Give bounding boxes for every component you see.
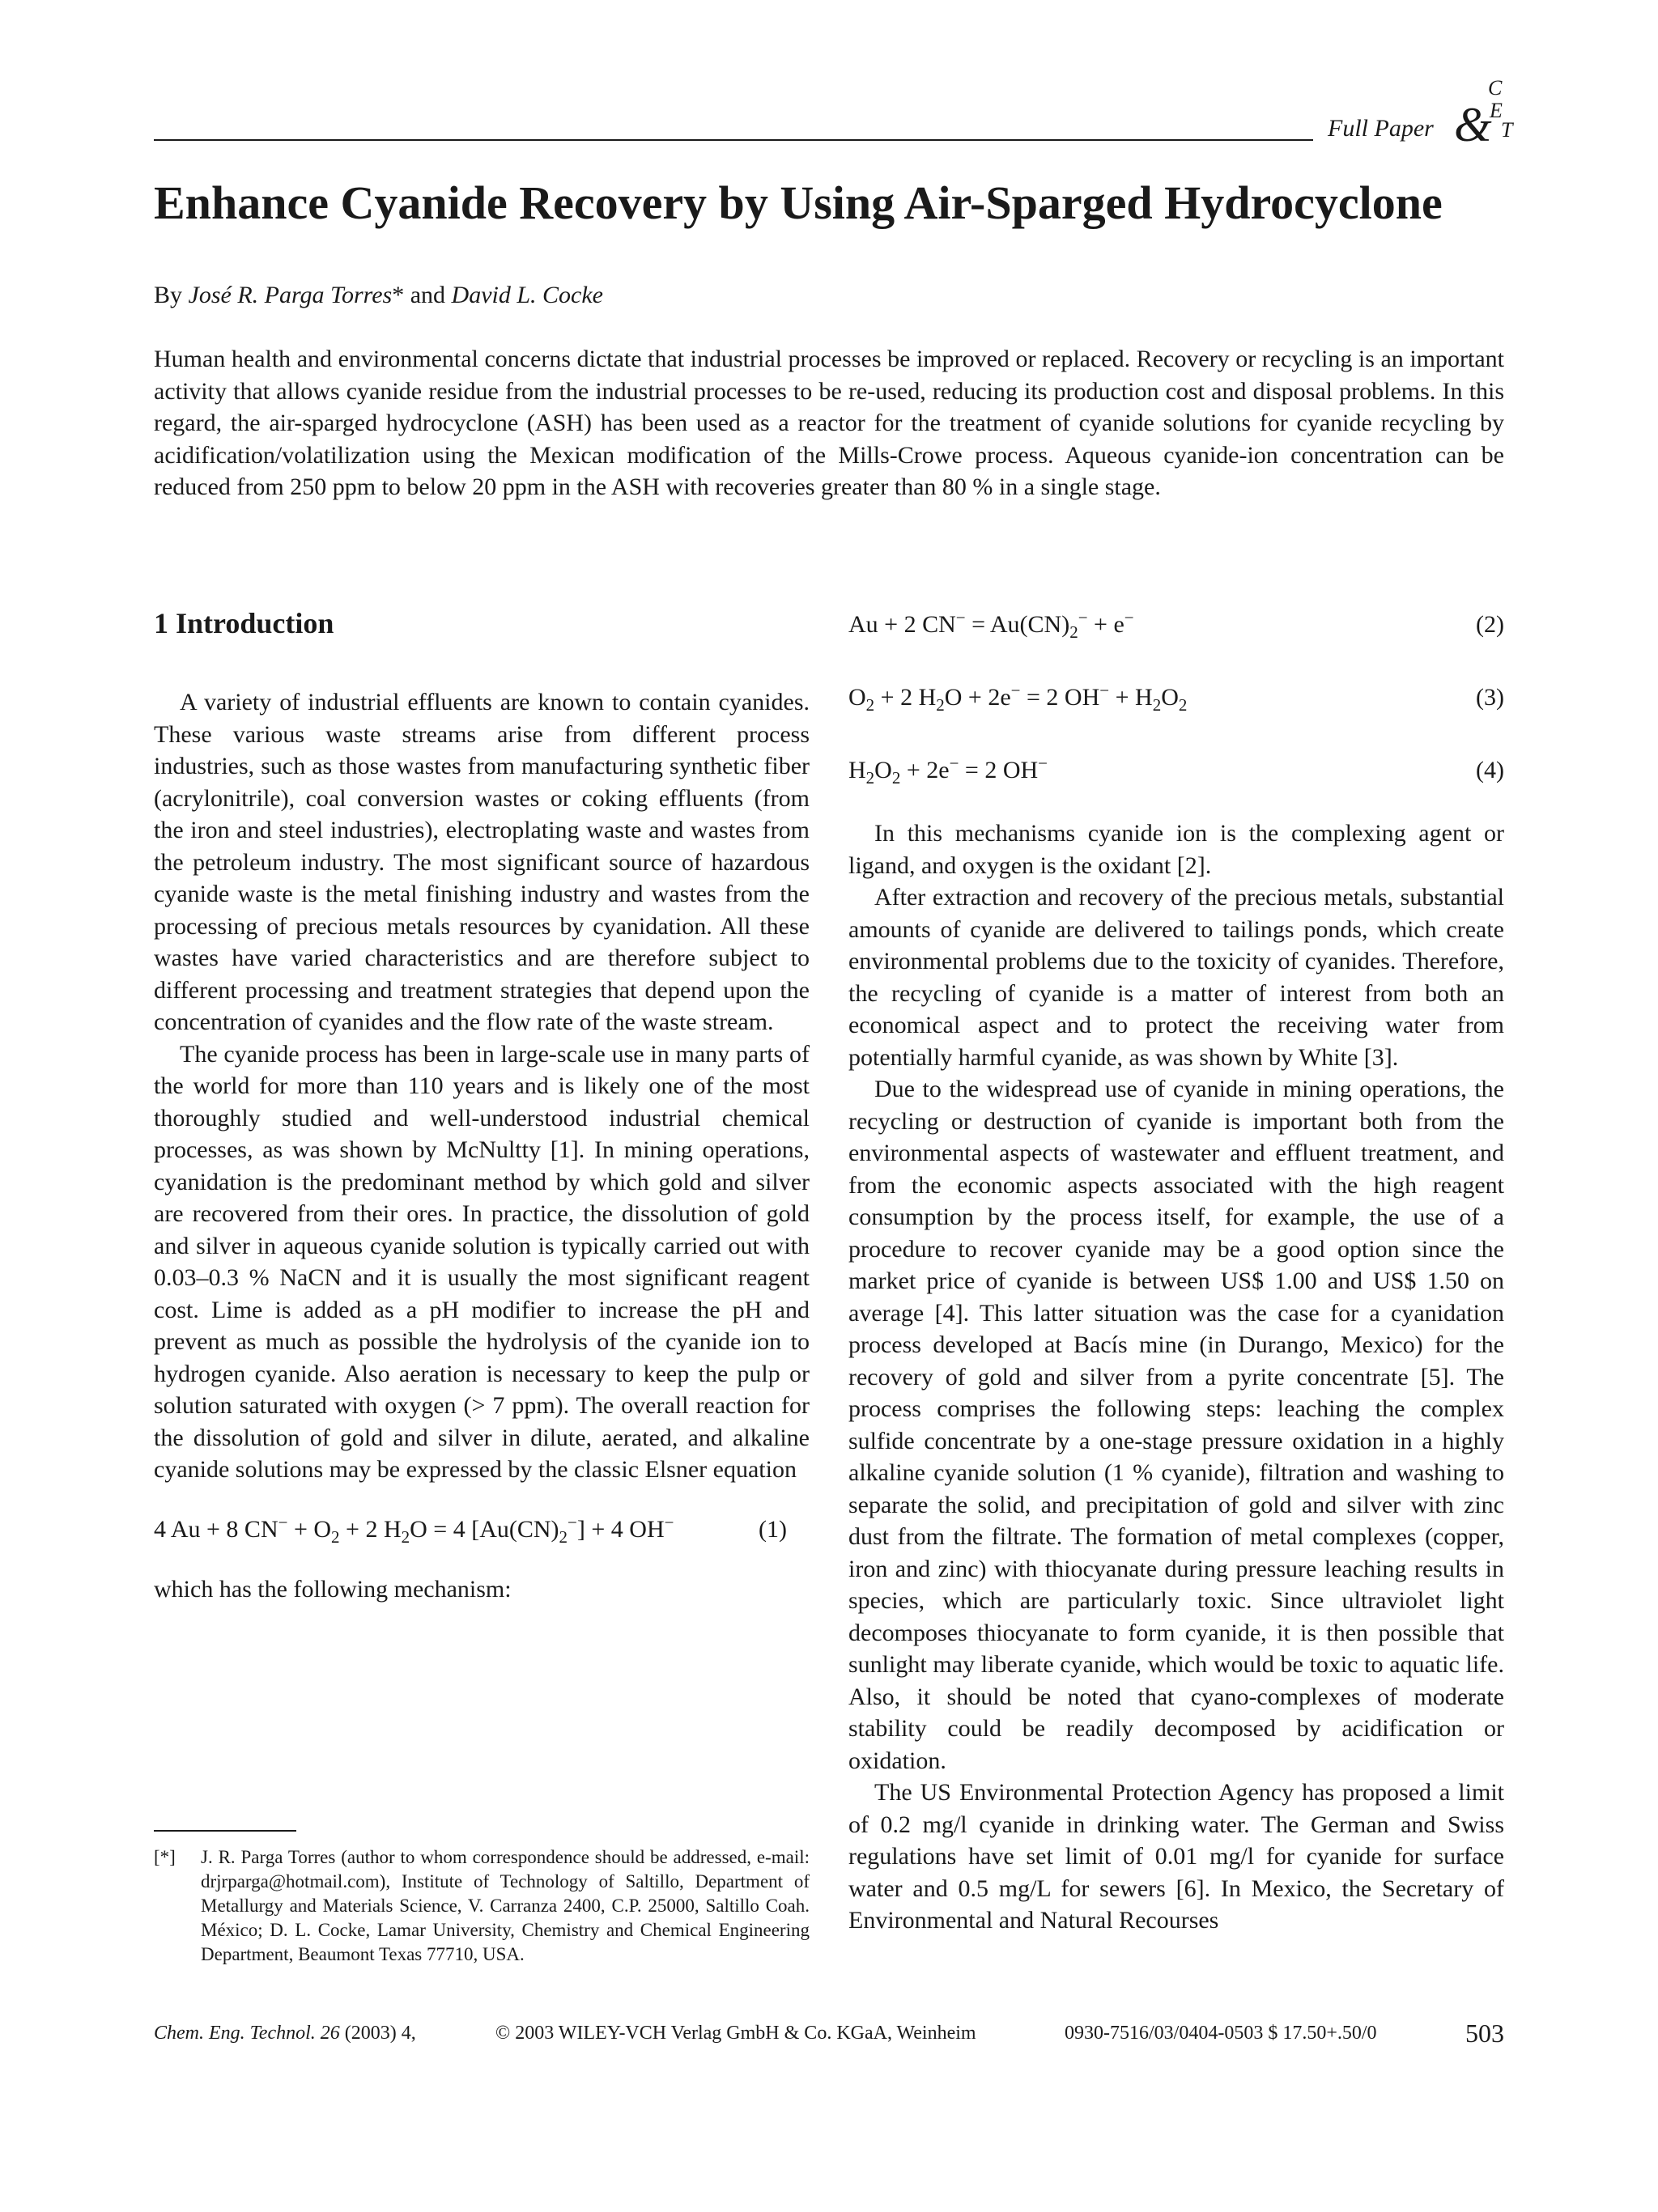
mechanism-intro: which has the following mechanism: — [154, 1575, 512, 1603]
equation-4-number: (4) — [1476, 757, 1504, 783]
author-2: David L. Cocke — [451, 282, 603, 308]
logo-letter-e: E — [1490, 99, 1503, 122]
equation-1 — [154, 1514, 810, 1549]
footnote-rule — [154, 1830, 296, 1832]
equation-2-number: (2) — [1476, 611, 1504, 638]
right-column — [848, 609, 1504, 1937]
footer-volume: 26 — [320, 2023, 340, 2044]
logo-letter-t: T — [1501, 118, 1513, 142]
equation-3-formula: $O_2 + 2$ $H_2O + 2e^- = 2$ $OH^- + H_2O_2$ — [848, 681, 1188, 715]
right-paragraph-3: Due to the widespread use of cyanide in mining operations, the recycling or destruction of cyanide is important both from the environmental aspects of wastewater and effluent treatment, and from the economic aspects associated with the high reagent consumption by the process itself, for example, the use of a procedure to recover cyanide may be a good option since the market price of cyanide is between US$ 1.00 and US$ 1.50 on average [4]. This latter situation was the case for a cyanidation process developed at Bacís mine (in Durango, Mexico) for the recovery of gold and silver from a pyrite concentrate [5]. The process comprises the following steps: leaching the complex sulfide concentrate by a one-stage pressure oxidation in a highly alkaline cyanide solution (1 % cyanide), filtration and washing to separate the solid, and precipitation of gold and silver with zinc dust from the filtrate. The formation of metal complexes (copper, iron and zinc) with thiocyanate during pressure leaching results in species, which are particularly toxic. Since ultraviolet light decomposes thiocyanate to form cyanide, it is then possible that sunlight may liberate cyanide, which would be toxic to aquatic life. Also, it should be noted that cyano-complexes of moderate stability could be readily decomposed by acidification or oxidation. — [848, 1076, 1504, 1774]
abstract: Human health and environmental concerns dictate that industrial processes be improved or replaced. Recovery or recycling is an important activity that allows cyanide residue from the industrial processes to be re-used, reducing its production cost and disposal problems. In this regard, the air-sparged hydrocyclone (ASH) has been used as a reactor for the treatment of cyanide solutions for cyanide recycling by acidification/volatilization using the Mexican modification of the Mills-Crowe process. Aqueous cyanide-ion concentration can be reduced from 250 ppm to below 20 ppm in the ASH with recoveries greater than 80 % in a single stage. — [154, 346, 1504, 500]
footer-issue: (2003) 4, — [339, 2023, 416, 2044]
header-rule — [154, 139, 1313, 141]
footer-citation — [154, 2023, 416, 2044]
equation-4-formula: $H_2O_2 + 2e^- = 2$ OH− — [848, 754, 1048, 788]
equation-3 — [848, 681, 1504, 717]
logo-ampersand: & — [1454, 98, 1492, 151]
footnote-text: J. R. Parga Torres (author to whom correspondence should be addressed, e-mail: drjrparga@hotmail.com), Institute of Technology of Saltillo, Department of Metallurgy and Materials Science, V. Carranza 2400, C.P. 25000, Saltillo Coah. México; D. L. Cocke, Lamar University, Chemistry and Chemical Engineering Department, Beaumont Texas 77710, USA. — [201, 1847, 810, 1964]
equation-2 — [848, 609, 1504, 644]
equation-1-formula: 4 Au + 8 $CN^- + O_2 + 2$ $H_2O = 4$ $[Au(CN)_2^-] + 4$ OH− — [154, 1512, 674, 1547]
equation-1-number: (1) — [759, 1515, 787, 1543]
footnote — [154, 1845, 810, 1967]
byline-and: and — [404, 282, 452, 308]
equation-3-number: (3) — [1476, 684, 1504, 711]
running-head: Full Paper — [1328, 115, 1434, 142]
intro-paragraph-2: The cyanide process has been in large-scale use in many parts of the world for more than 110 years and is likely one of the most thoroughly studied and well-understood industrial chemical processes, as was shown by McNultty [1]. In mining operations, cyanidation is the predominant method by which gold and silver are recovered from their ores. In practice, the dissolution of gold and silver in aqueous cyanide solution is typically carried out with 0.03–0.3 % NaCN and it is usually the most significant reagent cost. Lime is added as a pH modifier to increase the pH and prevent as much as possible the hydrolysis of the cyanide ion to hydrogen cyanide. Also aeration is necessary to keep the pulp or solution saturated with oxygen (> 7 ppm). The overall reaction for the dissolution of gold and silver in dilute, aerated, and alkaline cyanide solutions may be expressed by the classic Elsner equation — [154, 1040, 810, 1483]
author-1: José R. Parga Torres — [188, 282, 393, 308]
footer-journal-name: Chem. Eng. Technol. — [154, 2023, 316, 2044]
footer-copyright: © 2003 WILEY-VCH Verlag GmbH & Co. KGaA, Weinheim — [495, 2023, 976, 2044]
footnote-mark: [*] — [154, 1847, 176, 1867]
right-paragraph-1: In this mechanisms cyanide ion is the complexing agent or ligand, and oxygen is the oxidant [2]. — [848, 820, 1504, 879]
equation-2-formula: Au + 2 $CN^- = Au(CN)_2^- + e^-$ — [848, 608, 1134, 642]
section-heading: 1 Introduction — [154, 607, 334, 639]
equation-4 — [848, 754, 1504, 790]
intro-paragraph-1: A variety of industrial effluents are known to contain cyanides. These various waste streams arise from different process industries, such as those wastes from manufacturing synthetic fiber (acrylonitrile), coal conversion wastes or coking effluents (from the iron and steel industries), electroplating waste and wastes from the petroleum industry. The most significant source of hazardous cyanide waste is the metal finishing industry and wastes from the processing of precious metals resources by cyanidation. All these wastes have varied characteristics and are therefore subject to different processing and treatment strategies that depend upon the concentration of cyanides and the flow rate of the waste stream. — [154, 689, 810, 1035]
footer-issn: 0930-7516/03/0404-0503 $ 17.50+.50/0 — [1065, 2023, 1377, 2044]
logo-letter-c: C — [1488, 76, 1503, 100]
right-paragraph-4: The US Environmental Protection Agency has proposed a limit of 0.2 mg/l cyanide in drinking water. The German and Swiss regulations have set limit of 0.01 mg/l for cyanide for surface water and 0.5 mg/L for sewers [6]. In Mexico, the Secretary of Environmental and Natural Recourses — [848, 1779, 1504, 1934]
left-column — [154, 604, 810, 1605]
corresponding-mark: * — [392, 282, 405, 308]
article-title: Enhance Cyanide Recovery by Using Air-Sparged Hydrocyclone — [154, 176, 1443, 229]
journal-logo — [1454, 76, 1519, 151]
byline-prefix: By — [154, 282, 189, 308]
byline — [154, 282, 603, 309]
page-number: 503 — [1465, 2019, 1504, 2048]
right-paragraph-2: After extraction and recovery of the precious metals, substantial amounts of cyanide are delivered to tailings ponds, which create environmental problems due to the toxicity of cyanides. Therefore, the recycling of cyanide is a matter of interest from both an economical aspect and to protect the receiving water from potentially harmful cyanide, as was shown by White [3]. — [848, 884, 1504, 1071]
